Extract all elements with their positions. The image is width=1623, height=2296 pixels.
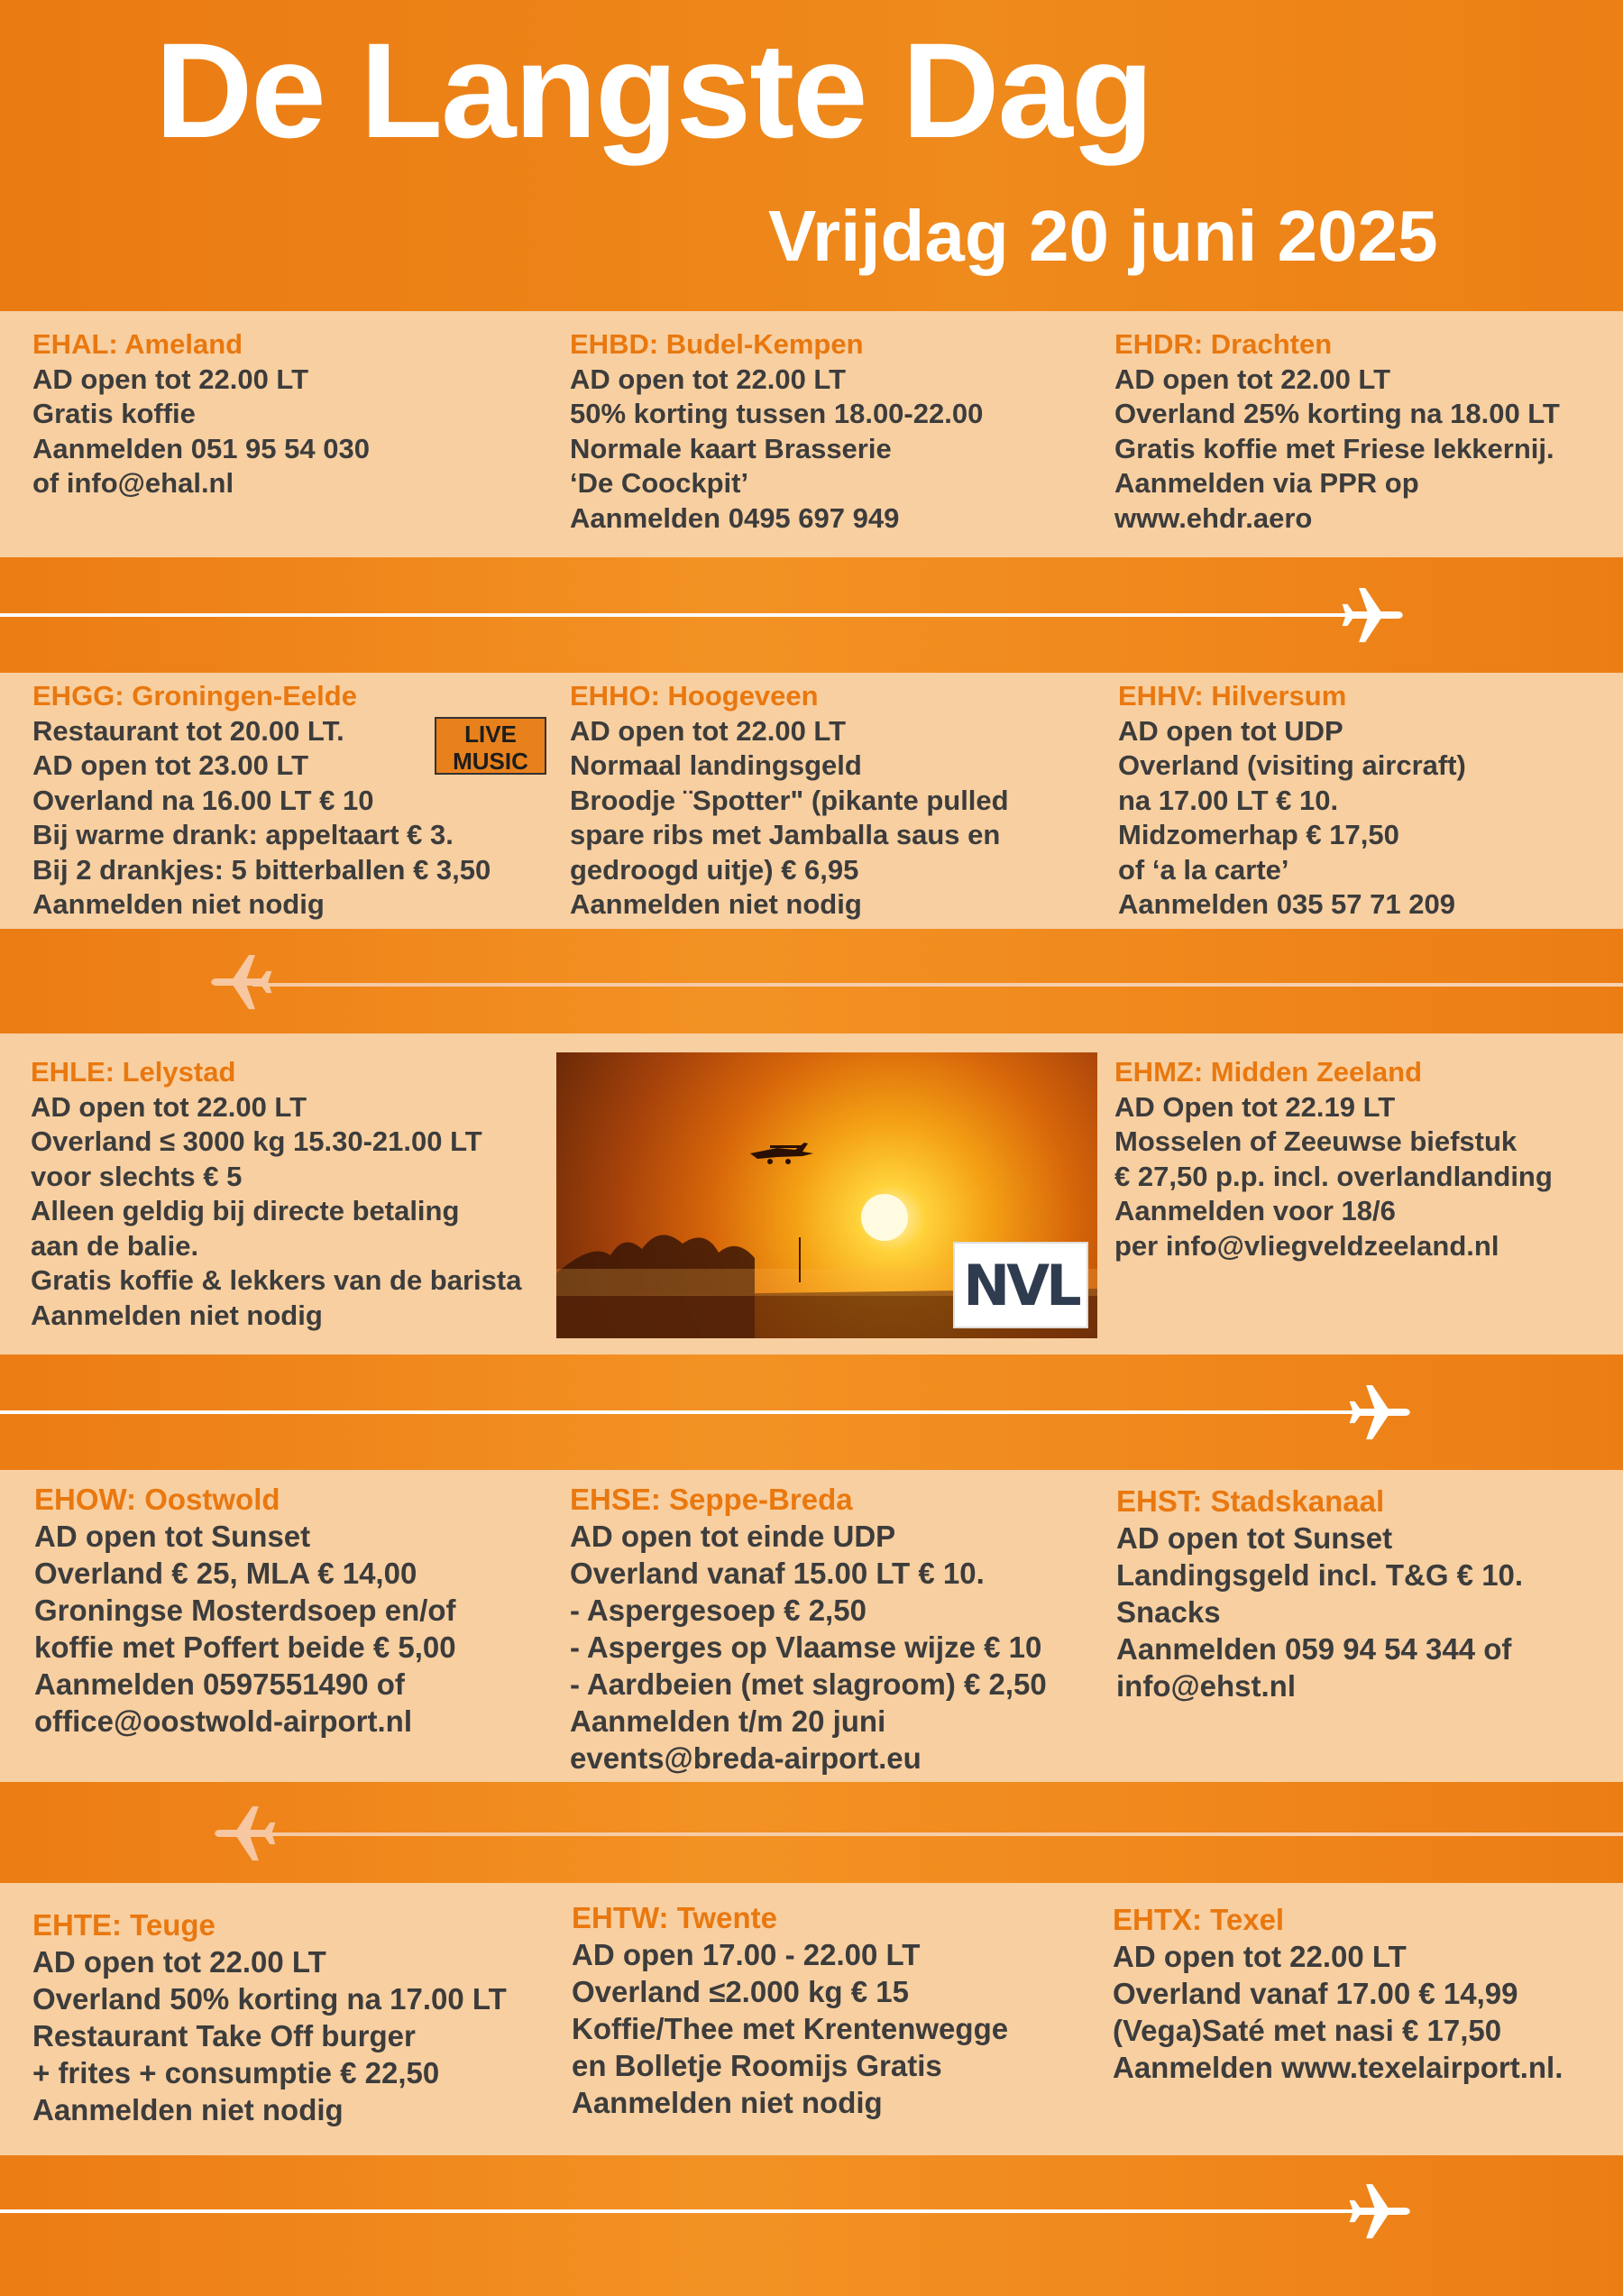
badge-line: MUSIC <box>453 748 528 775</box>
info-line: AD open tot 22.00 LT <box>1113 1940 1407 1973</box>
airfield-name: EHSE: Seppe-Breda <box>570 1483 853 1516</box>
info-line: AD open tot Sunset <box>1116 1521 1393 1555</box>
info-line: AD open tot 23.00 LT <box>32 749 309 781</box>
info-line: of info@ehal.nl <box>32 467 234 499</box>
airfield-ehbd <box>570 327 983 536</box>
airplane-icon <box>1345 2178 1412 2245</box>
info-line: Normaal landingsgeld <box>570 749 862 781</box>
airfield-ehtx <box>1113 1901 1563 2086</box>
info-line: en Bolletje Roomijs Gratis <box>572 2049 942 2082</box>
info-line: Overland € 25, MLA € 14,00 <box>34 1557 417 1590</box>
airplane-icon <box>1338 582 1405 648</box>
airfield-name: EHTE: Teuge <box>32 1908 215 1942</box>
airfield-ehst <box>1116 1483 1523 1704</box>
info-line: Aanmelden 051 95 54 030 <box>32 432 370 464</box>
info-line: Overland 25% korting na 18.00 LT <box>1114 398 1560 429</box>
info-line: AD open tot 22.00 LT <box>570 714 847 747</box>
contrail <box>261 1832 1623 1836</box>
info-line: AD open tot 22.00 LT <box>32 1945 326 1979</box>
info-line: aan de balie. <box>31 1229 199 1262</box>
airfield-name: EHGG: Groningen-Eelde <box>32 680 357 712</box>
info-line: voor slechts € 5 <box>31 1160 243 1192</box>
info-line: Aanmelden 0597551490 of <box>34 1667 405 1701</box>
info-line: Overland ≤2.000 kg € 15 <box>572 1975 909 2008</box>
airfield-name: EHMZ: Midden Zeeland <box>1114 1056 1422 1088</box>
separator-band-3 <box>0 1355 1623 1470</box>
airfield-name: EHTW: Twente <box>572 1901 777 1934</box>
airfield-name: EHOW: Oostwold <box>34 1483 280 1516</box>
airfield-name: EHDR: Drachten <box>1114 328 1333 360</box>
info-line: Restaurant tot 20.00 LT. <box>32 714 344 747</box>
separator-band-5 <box>0 2155 1623 2296</box>
info-line: gedroogd uitje) € 6,95 <box>570 853 859 886</box>
contrail <box>0 1410 1369 1414</box>
airfield-name: EHLE: Lelystad <box>31 1056 236 1088</box>
info-line: Gratis koffie & lekkers van de barista <box>31 1264 522 1296</box>
airfield-ehho <box>570 679 1009 923</box>
sunset-airplane-photo <box>556 1052 1097 1338</box>
info-line: Aanmelden niet nodig <box>32 2093 344 2126</box>
event-date: Vrijdag 20 juni 2025 <box>768 196 1438 276</box>
separator-band-2 <box>0 929 1623 1033</box>
airfield-ehse <box>570 1481 1047 1777</box>
airfield-ehow <box>34 1481 456 1740</box>
info-line: Overland na 16.00 LT € 10 <box>32 784 374 816</box>
info-line: Snacks <box>1116 1595 1221 1629</box>
info-line: AD open 17.00 - 22.00 LT <box>572 1938 921 1971</box>
info-line: € 27,50 p.p. incl. overlandlanding <box>1114 1160 1553 1192</box>
info-line: Koffie/Thee met Krentenwegge <box>572 2012 1009 2045</box>
info-line: ‘De Coockpit’ <box>570 467 749 499</box>
info-line: Bij 2 drankjes: 5 bitterballen € 3,50 <box>32 853 491 886</box>
airfield-name: EHST: Stadskanaal <box>1116 1484 1385 1518</box>
info-line: events@breda-airport.eu <box>570 1741 922 1775</box>
header-banner <box>0 0 1623 311</box>
info-line: Aanmelden www.texelairport.nl. <box>1113 2051 1563 2084</box>
info-line: spare ribs met Jamballa saus en <box>570 819 1001 850</box>
info-line: Gratis koffie met Friese lekkernij. <box>1114 432 1554 464</box>
airfield-ehdr <box>1114 327 1560 536</box>
info-line: AD open tot 22.00 LT <box>31 1090 307 1123</box>
contrail <box>0 613 1362 617</box>
airfield-name: EHAL: Ameland <box>32 328 243 360</box>
airfield-ehtw <box>572 1899 1008 2121</box>
info-line: www.ehdr.aero <box>1114 501 1313 534</box>
airplane-icon <box>209 949 276 1015</box>
badge-line: LIVE <box>464 721 517 748</box>
info-line: AD open tot 22.00 LT <box>1114 363 1391 395</box>
info-line: Overland (visiting aircraft) <box>1118 749 1466 781</box>
info-line: Aanmelden 0495 697 949 <box>570 501 900 534</box>
nvl-logo: NVL <box>953 1242 1088 1328</box>
separator-band-1 <box>0 557 1623 673</box>
info-line: Overland ≤ 3000 kg 15.30-21.00 LT <box>31 1125 482 1157</box>
info-line: of ‘a la carte’ <box>1118 853 1289 886</box>
info-line: Aanmelden voor 18/6 <box>1114 1195 1396 1226</box>
info-line: Aanmelden niet nodig <box>570 888 862 920</box>
info-line: koffie met Poffert beide € 5,00 <box>34 1630 456 1664</box>
airfield-ehle <box>31 1055 521 1333</box>
airfield-ehgg <box>32 679 491 923</box>
info-line: AD open tot einde UDP <box>570 1520 896 1553</box>
info-line: Aanmelden 035 57 71 209 <box>1118 888 1455 920</box>
live-music-badge <box>435 717 546 775</box>
info-line: Midzomerhap € 17,50 <box>1118 819 1399 850</box>
airfield-name: EHHV: Hilversum <box>1118 680 1347 712</box>
info-line: + frites + consumptie € 22,50 <box>32 2056 440 2089</box>
info-line: Landingsgeld incl. T&G € 10. <box>1116 1558 1524 1592</box>
info-line: - Aspergesoep € 2,50 <box>570 1593 867 1627</box>
info-line: Overland vanaf 15.00 LT € 10. <box>570 1557 985 1590</box>
info-line: Aanmelden niet nodig <box>31 1299 323 1331</box>
info-line: AD Open tot 22.19 LT <box>1114 1090 1396 1123</box>
info-line: Normale kaart Brasserie <box>570 432 892 464</box>
airfield-ehhv <box>1118 679 1466 923</box>
info-line: Bij warme drank: appeltaart € 3. <box>32 819 454 850</box>
airplane-icon <box>213 1800 280 1867</box>
info-line: Groningse Mosterdsoep en/of <box>34 1593 456 1627</box>
info-line: Broodje ¨Spotter" (pikante pulled <box>570 784 1009 816</box>
info-line: - Asperges op Vlaamse wijze € 10 <box>570 1630 1042 1664</box>
info-line: Overland 50% korting na 17.00 LT <box>32 1982 507 2016</box>
info-line: Aanmelden via PPR op <box>1114 467 1419 499</box>
info-line: Mosselen of Zeeuwse biefstuk <box>1114 1125 1518 1157</box>
info-line: info@ehst.nl <box>1116 1669 1296 1703</box>
info-line: Aanmelden t/m 20 juni <box>570 1704 886 1738</box>
info-line: Alleen geldig bij directe betaling <box>31 1195 460 1226</box>
page-title: De Langste Dag <box>155 14 1152 166</box>
airfield-name: EHTX: Texel <box>1113 1903 1285 1936</box>
info-line: Overland vanaf 17.00 € 14,99 <box>1113 1977 1518 2010</box>
info-line: office@oostwold-airport.nl <box>34 1704 412 1738</box>
info-line: Aanmelden niet nodig <box>32 888 325 920</box>
airfield-name: EHBD: Budel-Kempen <box>570 328 864 360</box>
airplane-icon <box>1345 1379 1412 1446</box>
info-line: Gratis koffie <box>32 398 196 429</box>
separator-band-4 <box>0 1782 1623 1883</box>
airfield-ehal <box>32 327 370 501</box>
info-line: Aanmelden niet nodig <box>572 2086 883 2119</box>
info-line: 50% korting tussen 18.00-22.00 <box>570 398 984 429</box>
info-line: AD open tot 22.00 LT <box>570 363 847 395</box>
contrail <box>252 983 1623 987</box>
info-line: Aanmelden 059 94 54 344 of <box>1116 1632 1512 1666</box>
info-line: - Aardbeien (met slagroom) € 2,50 <box>570 1667 1047 1701</box>
info-line: AD open tot 22.00 LT <box>32 363 309 395</box>
airfield-ehte <box>32 1906 507 2128</box>
airfield-name: EHHO: Hoogeveen <box>570 680 819 712</box>
info-line: AD open tot UDP <box>1118 714 1343 747</box>
contrail <box>0 2209 1369 2213</box>
info-line: AD open tot Sunset <box>34 1520 311 1553</box>
info-line: per info@vliegveldzeeland.nl <box>1114 1229 1499 1262</box>
info-line: Restaurant Take Off burger <box>32 2019 416 2053</box>
info-line: (Vega)Saté met nasi € 17,50 <box>1113 2014 1502 2047</box>
airfield-ehmz <box>1114 1055 1553 1263</box>
info-line: na 17.00 LT € 10. <box>1118 784 1339 816</box>
